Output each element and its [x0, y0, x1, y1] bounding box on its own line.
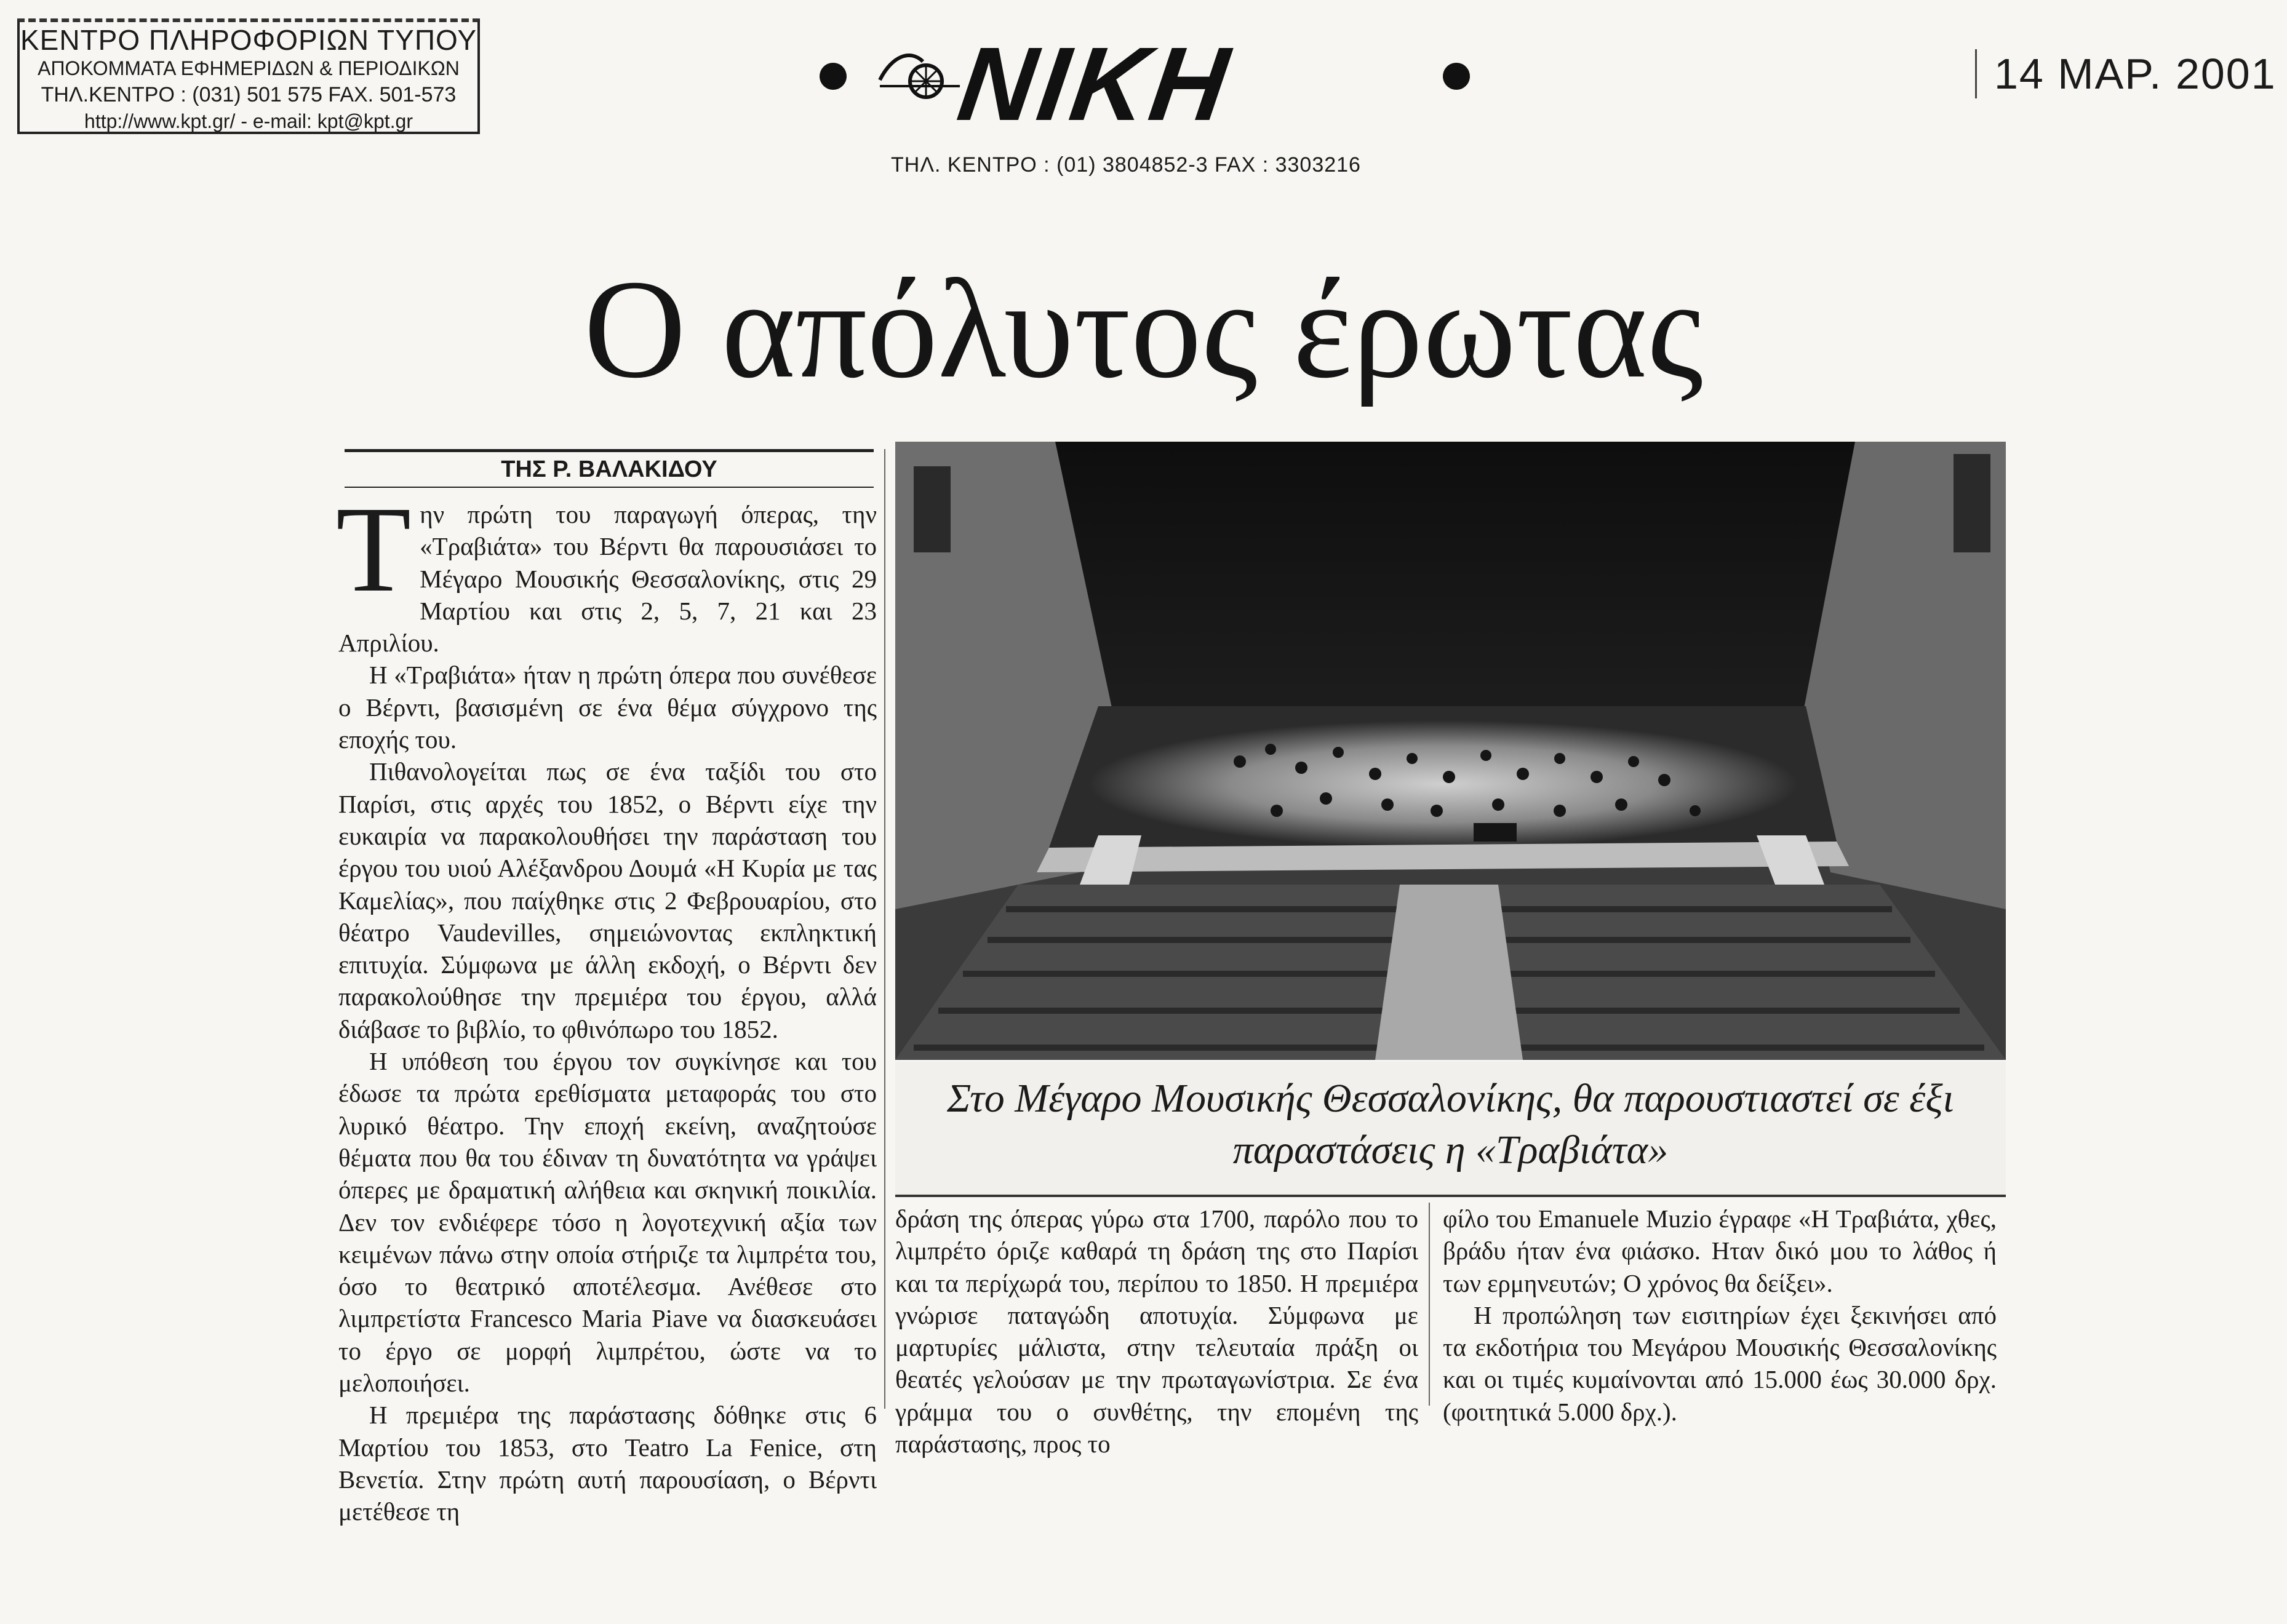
column-divider — [1429, 1203, 1430, 1406]
article-column-3 — [1443, 1203, 1997, 1428]
newspaper-emblem-icon — [874, 43, 966, 111]
drop-cap: Τ — [336, 482, 412, 618]
masthead-bullet-right — [1443, 63, 1470, 90]
masthead-contact: ΤΗΛ. ΚΕΝΤΡΟ : (01) 3804852-3 FAX : 3303216 — [891, 153, 1361, 177]
stamp-phone: ΤΗΛ.ΚΕΝΤΡΟ : (031) 501 575 FAX. 501-573 — [41, 83, 457, 106]
column-divider — [884, 449, 885, 1409]
article-headline: Ο απόλυτος έρωτας — [583, 250, 1704, 407]
newspaper-masthead: ΝΙΚΗ — [951, 26, 1239, 143]
publication-date: 14 ΜΑΡ. 2001 — [1975, 49, 2277, 98]
paragraph: Η «Τραβιάτα» ήταν η πρώτη όπερα που συνέθεσε ο Βέρντι, βασισμένη σε ένα θέμα σύγχρονο της εποχής του. — [338, 661, 877, 754]
stamp-title: ΚΕΝΤΡΟ ΠΛΗΡΟΦΟΡΙΩΝ ΤΥΠΟΥ — [20, 24, 477, 56]
concert-hall-photo — [895, 442, 2006, 1060]
masthead-bullet-left — [820, 63, 847, 90]
stamp-web: http://www.kpt.gr/ - e-mail: kpt@kpt.gr — [84, 110, 413, 132]
paragraph: δράση της όπερας γύρω στα 1700, παρόλο που το λιμπρέτο όριζε καθαρά τη δράση της στο Παρίσι και τα περίχωρά του, περίπου το 1850. Η πρεμιέρα γνώρισε παταγώδη αποτυχία. Σύμφωνα με μαρτυρίες μάλιστα, στην τελευταία πράξη οι θεατές γελούσαν με την πρωταγωνίστρια. Σε ένα γράμμα του ο συνθέτης, την επομένη της παράστασης, προς το — [895, 1204, 1418, 1459]
article-byline: ΤΗΣ Ρ. ΒΑΛΑΚΙΔΟΥ — [345, 449, 874, 488]
paragraph: φίλο του Emanuele Muzio έγραφε «Η Τραβιάτα, χθες, βράδυ ήταν ένα φιάσκο. Ηταν δικό μου το λάθος ή των ερμηνευτών; Ο χρόνος θα δείξει». — [1443, 1204, 1997, 1297]
paragraph: Η υπόθεση του έργου τον συγκίνησε και του έδωσε τα πρώτα ερεθίσματα μεταφοράς του στο λυρικό θέατρο. Την εποχή εκείνη, αναζητούσε θέματα που θα του έδιναν τη δυνατότητα να γράψει όπερες με δραματική αλήθεια και σκηνική ποικιλία. Δεν τον ενδιέφερε τόσο η λογοτεχνική αξία των κειμένων πάνω στην οποία στήριζε τα λιμπρέτα του, όσο το θεατρικό αποτέλεσμα. Ανέθεσε στο λιμπρετίστα Francesco Maria Piave να διασκευάσει το έργο σε μορφή λιμπρέτου, ώστε να το μελοποιήσει. — [338, 1047, 877, 1398]
paragraph: Την πρώτη του παραγωγή όπερας, την «Τραβιάτα» του Βέρντι θα παρουσιάσει το Μέγαρο Μουσικής Θεσσαλονίκης, στις 29 Μαρτίου και στις 2, 5, 7, 21 και 23 Απριλίου. — [336, 482, 877, 658]
photo-caption: Στο Μέγαρο Μουσικής Θεσσαλονίκης, θα παρουστιαστεί σε έξι παραστάσεις η «Τραβιάτα» — [895, 1062, 2006, 1197]
clipping-service-stamp — [17, 18, 480, 134]
article-column-2 — [895, 1203, 1418, 1460]
article-column-1 — [336, 482, 877, 1528]
paragraph: Πιθανολογείται πως σε ένα ταξίδι του στο Παρίσι, στις αρχές του 1852, ο Βέρντι είχε την ευκαιρία να παρακολουθήσει την παράσταση του έργου του υιού Αλέξανδρου Δουμά «Η Κυρία με τας Καμελίας», που παίχθηκε στις 2 Φεβρουαρίου, στο θέατρο Vaudevilles, σημειώνοντας εκπληκτική επιτυχία. Σύμφωνα με άλλη εκδοχή, ο Βέρντι δεν παρακολούθησε την πρεμιέρα του έργου, αλλά διάβασε το βιβλίο, το φθινόπωρο του 1852. — [338, 757, 877, 1043]
stamp-subtitle: ΑΠΟΚΟΜΜΑΤΑ ΕΦΗΜΕΡΙΔΩΝ & ΠΕΡΙΟΔΙΚΩΝ — [38, 57, 460, 79]
paragraph: Η πρεμιέρα της παράστασης δόθηκε στις 6 Μαρτίου του 1853, στο Teatro La Fenice, στη Βενετία. Στην πρώτη αυτή παρουσίαση, ο Βέρντι μετέθεσε τη — [338, 1401, 877, 1526]
paragraph: Η προπώληση των εισιτηρίων έχει ξεκινήσει από τα εκδοτήρια του Μεγάρου Μουσικής Θεσσαλονίκης και οι τιμές κυμαίνονται από 15.000 έως 30.000 δρχ. (φοιτητικά 5.000 δρχ.). — [1443, 1300, 1997, 1426]
